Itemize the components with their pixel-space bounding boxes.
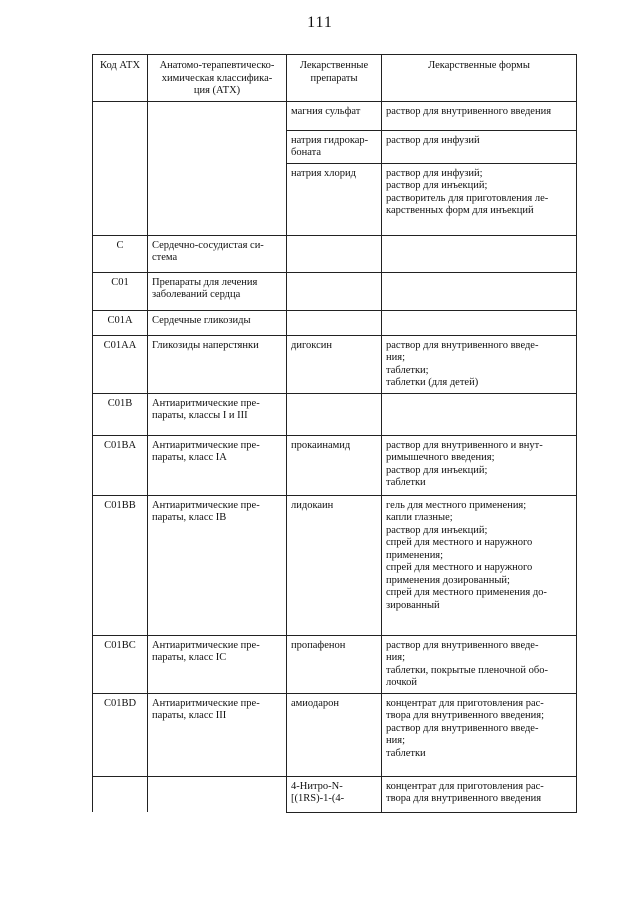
drug-cell <box>287 310 382 335</box>
cell-text-line: параты, класс IB <box>152 512 227 523</box>
atc-code-cell <box>93 335 148 393</box>
cell-text-line: ния; <box>386 652 405 663</box>
cell-text-line: C01BD <box>103 697 137 709</box>
cell-text-line: лидокаин <box>291 499 334 511</box>
cell-text-line: параты, класс IC <box>152 652 227 663</box>
table-row <box>93 495 577 635</box>
classification-cell <box>148 335 287 393</box>
header-drugs <box>287 55 382 102</box>
cell-text-line: применения; <box>386 549 444 561</box>
cell-text-line: Антиаритмические пре- <box>152 397 260 409</box>
cell-text-line: заболеваний сердца <box>152 289 241 300</box>
header-line: препараты <box>310 72 358 84</box>
cell-text-line: таблетки, покрытые пленочной обо- <box>386 664 548 676</box>
dosage-forms-cell <box>382 101 577 130</box>
atc-code-cell <box>93 393 148 435</box>
dosage-forms-cell <box>382 495 577 635</box>
header-line: химическая классифика- <box>161 72 273 84</box>
cell-text-line: параты, класс IA <box>152 452 227 463</box>
cell-text-line: дигоксин <box>291 339 332 351</box>
table-row <box>93 101 577 130</box>
classification-cell <box>148 776 287 812</box>
classification-cell <box>148 101 287 130</box>
cell-text-line: Антиаритмические пре- <box>152 499 260 511</box>
drug-cell <box>287 635 382 693</box>
header-line: Анатомо-терапевтическо- <box>159 60 275 71</box>
cell-text-line: спрей для местного и наружного <box>386 537 533 548</box>
classification-cell <box>148 435 287 495</box>
drug-cell <box>287 335 382 393</box>
cell-text-line: C01BC <box>104 639 136 651</box>
table-row <box>93 335 577 393</box>
cell-text-line: Антиаритмические пре- <box>152 697 260 709</box>
drug-cell <box>287 101 382 130</box>
cell-text-line: Сердечные гликозиды <box>152 314 251 326</box>
cell-text-line: раствор для инъекций; <box>386 180 488 191</box>
cell-text-line: Препараты для лечения <box>152 276 258 288</box>
table-row <box>93 393 577 435</box>
atc-code-cell <box>93 693 148 776</box>
table-header-row <box>93 55 577 102</box>
cell-text-line: параты, класс III <box>152 710 227 721</box>
cell-text-line: твора для внутривенного введения; <box>386 710 545 721</box>
classification-cell <box>148 235 287 272</box>
cell-text-line: раствор для инфузий <box>386 134 480 146</box>
cell-text-line: раствор для инъекций; <box>386 464 488 476</box>
header-line: Лекарственные <box>299 60 369 71</box>
cell-text-line: натрия хлорид <box>291 167 356 179</box>
atc-drug-table <box>92 54 577 813</box>
cell-text-line: концентрат для приготовления рас- <box>386 697 544 709</box>
classification-cell <box>148 635 287 693</box>
atc-code-cell <box>93 776 148 812</box>
atc-code-cell <box>93 130 148 163</box>
cell-text-line: стема <box>152 252 178 263</box>
cell-text-line: Антиаритмические пре- <box>152 639 260 651</box>
classification-cell <box>148 310 287 335</box>
dosage-forms-cell <box>382 635 577 693</box>
cell-text-line: раствор для внутривенного введе- <box>386 722 539 734</box>
cell-text-line: параты, классы I и III <box>152 410 248 421</box>
page-number: 111 <box>307 14 333 31</box>
drug-cell <box>287 272 382 310</box>
cell-text-line: спрей для местного и наружного <box>386 562 533 573</box>
table-row <box>93 130 577 163</box>
classification-cell <box>148 272 287 310</box>
cell-text-line: Сердечно-сосудистая си- <box>152 239 264 251</box>
cell-text-line: амиодарон <box>291 697 339 709</box>
atc-code-cell <box>93 495 148 635</box>
cell-text-line: твора для внутривенного введения <box>386 793 542 804</box>
cell-text-line: натрия гидрокар- <box>291 134 369 146</box>
dosage-forms-cell <box>382 272 577 310</box>
header-atc-code <box>93 55 148 102</box>
cell-text-line: C01B <box>107 397 133 409</box>
table-row <box>93 272 577 310</box>
cell-text-line: Антиаритмические пре- <box>152 439 260 451</box>
table-row <box>93 635 577 693</box>
cell-text-line: таблетки (для детей) <box>386 377 479 388</box>
cell-text-line: применения дозированный; <box>386 574 510 586</box>
cell-text-line: раствор для внутривенного и внут- <box>386 439 543 451</box>
atc-code-cell <box>93 235 148 272</box>
table-row <box>93 435 577 495</box>
table-row <box>93 310 577 335</box>
cell-text-line: гель для местного применения; <box>386 499 527 511</box>
cell-text-line: раствор для внутривенного введе- <box>386 639 539 651</box>
cell-text-line: Гликозиды наперстянки <box>152 339 259 351</box>
drug-cell <box>287 130 382 163</box>
table-row <box>93 163 577 235</box>
cell-text-line: [(1RS)-1-(4- <box>291 793 345 804</box>
cell-text-line: лочкой <box>386 677 417 688</box>
drug-cell <box>287 163 382 235</box>
table-row <box>93 235 577 272</box>
cell-text-line: C01AA <box>103 339 137 351</box>
atc-code-cell <box>93 435 148 495</box>
cell-text-line: римышечного введения; <box>386 452 495 463</box>
cell-text-line: раствор для внутривенного введе- <box>386 339 539 351</box>
atc-code-cell <box>93 101 148 130</box>
atc-code-cell <box>93 310 148 335</box>
atc-code-cell <box>93 272 148 310</box>
dosage-forms-cell <box>382 693 577 776</box>
dosage-forms-cell <box>382 163 577 235</box>
cell-text-line: 4-Нитро-N- <box>291 780 343 792</box>
cell-text-line: таблетки <box>386 477 426 488</box>
dosage-forms-cell <box>382 435 577 495</box>
cell-text-line: пропафенон <box>291 639 346 651</box>
dosage-forms-cell <box>382 310 577 335</box>
table-body <box>93 101 577 812</box>
drug-cell <box>287 435 382 495</box>
drug-cell <box>287 776 382 812</box>
dosage-forms-cell <box>382 130 577 163</box>
cell-text-line: C01BA <box>103 439 137 451</box>
cell-text-line: концентрат для приготовления рас- <box>386 780 544 792</box>
atc-code-cell <box>93 163 148 235</box>
cell-text-line: карственных форм для инъекций <box>386 205 534 216</box>
drug-cell <box>287 693 382 776</box>
cell-text-line: прокаинамид <box>291 439 351 451</box>
dosage-forms-cell <box>382 235 577 272</box>
cell-text-line: ния; <box>386 735 405 746</box>
cell-text-line: C01 <box>111 276 129 288</box>
header-line: Лекарственные формы <box>428 60 530 71</box>
cell-text-line: ния; <box>386 352 405 363</box>
dosage-forms-cell <box>382 393 577 435</box>
cell-text-line: магния сульфат <box>291 105 361 117</box>
classification-cell <box>148 130 287 163</box>
drug-cell <box>287 495 382 635</box>
classification-cell <box>148 495 287 635</box>
classification-cell <box>148 393 287 435</box>
dosage-forms-cell <box>382 776 577 812</box>
cell-text-line: раствор для инъекций; <box>386 524 488 536</box>
cell-text-line: зированный <box>386 599 440 611</box>
cell-text-line: растворитель для приготовления ле- <box>386 192 549 204</box>
header-dosage-forms <box>382 55 577 102</box>
classification-cell <box>148 693 287 776</box>
cell-text-line: раствор для инфузий; <box>386 167 483 179</box>
cell-text-line: капли глазные; <box>386 512 453 523</box>
drug-cell <box>287 235 382 272</box>
cell-text-line: C01A <box>107 314 133 326</box>
cell-text-line: таблетки <box>386 747 426 759</box>
classification-cell <box>148 163 287 235</box>
drug-cell <box>287 393 382 435</box>
header-line: Код АТХ <box>99 60 141 71</box>
cell-text-line: таблетки; <box>386 364 429 376</box>
cell-text-line: спрей для местного применения до- <box>386 587 547 598</box>
table-row <box>93 693 577 776</box>
dosage-forms-cell <box>382 335 577 393</box>
atc-code-cell <box>93 635 148 693</box>
cell-text-line: C <box>116 239 124 251</box>
header-line: ция (АТХ) <box>193 85 241 96</box>
header-atc-classification <box>148 55 287 102</box>
cell-text-line: C01BB <box>104 499 136 511</box>
cell-text-line: боната <box>291 147 321 158</box>
table-row <box>93 776 577 812</box>
cell-text-line: раствор для внутривенного введения <box>386 105 552 117</box>
